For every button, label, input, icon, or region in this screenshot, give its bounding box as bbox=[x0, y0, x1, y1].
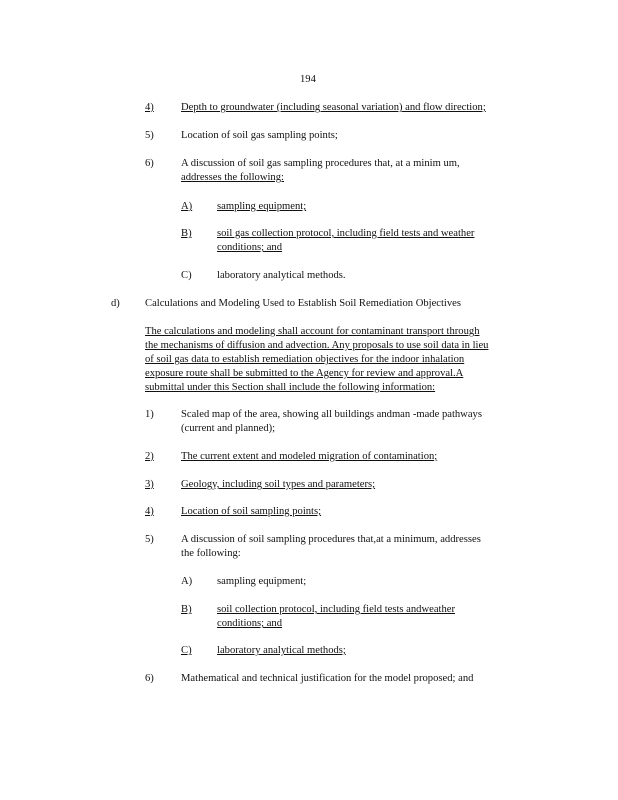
list-item-marker: 1) bbox=[145, 409, 154, 420]
sublist-item-marker: A) bbox=[181, 576, 193, 587]
list-item-marker: 5) bbox=[145, 130, 154, 141]
list-item-marker: 2) bbox=[145, 451, 154, 462]
sublist-item-text: conditions; and bbox=[217, 242, 283, 253]
sublist-item-marker: B) bbox=[181, 228, 192, 239]
sublist-item-text: sampling equipment; bbox=[217, 576, 307, 587]
list-item-marker: 3) bbox=[145, 479, 154, 490]
list-item-marker: 4) bbox=[145, 506, 154, 517]
list-item-text: addresses the following: bbox=[181, 172, 284, 183]
paragraph-line: the mechanisms of diffusion and advection. Any proposals to use soil data in lieu bbox=[145, 340, 489, 351]
paragraph-line: exposure route shall be submitted to the Agency for review and approval.A bbox=[145, 368, 464, 379]
list-item-marker: 6) bbox=[145, 673, 154, 684]
list-item-text: Location of soil gas sampling points; bbox=[181, 130, 338, 141]
list-item-text: Mathematical and technical justification for the model proposed; and bbox=[181, 673, 474, 684]
sublist-item-text: soil gas collection protocol, including field tests and weather bbox=[217, 228, 475, 239]
list-item-text: (current and planned); bbox=[181, 423, 276, 434]
list-item-text: the following: bbox=[181, 548, 241, 559]
sublist-item-text: soil collection protocol, including field tests andweather bbox=[217, 604, 456, 615]
section-heading: Calculations and Modeling Used to Establish Soil Remediation Objectives bbox=[145, 298, 462, 309]
section-marker: d) bbox=[111, 298, 120, 309]
list-item-text: The current extent and modeled migration of contamination; bbox=[181, 451, 438, 462]
paragraph-line: submittal under this Section shall include the following information: bbox=[145, 382, 436, 393]
page-number: 194 bbox=[300, 74, 316, 85]
list-item-marker: 5) bbox=[145, 534, 154, 545]
paragraph-line: The calculations and modeling shall account for contaminant transport through bbox=[145, 326, 480, 337]
list-item-text: Scaled map of the area, showing all buildings andman -made pathways bbox=[181, 409, 482, 420]
list-item-text: Location of soil sampling points; bbox=[181, 506, 322, 517]
list-item-text: A discussion of soil gas sampling procedures that, at a minim um, bbox=[181, 158, 460, 169]
sublist-item-text: laboratory analytical methods. bbox=[217, 270, 346, 281]
sublist-item-marker: A) bbox=[181, 201, 193, 212]
sublist-item-marker: B) bbox=[181, 604, 192, 615]
list-item-text: A discussion of soil sampling procedures that,at a minimum, addresses bbox=[181, 534, 481, 545]
sublist-item-text: sampling equipment; bbox=[217, 201, 307, 212]
sublist-item-text: laboratory analytical methods; bbox=[217, 645, 346, 656]
paragraph-line: of soil gas data to establish remediation objectives for the indoor inhalation bbox=[145, 354, 465, 365]
list-item-marker: 6) bbox=[145, 158, 154, 169]
sublist-item-text: conditions; and bbox=[217, 618, 283, 629]
list-item-marker: 4) bbox=[145, 102, 154, 113]
sublist-item-marker: C) bbox=[181, 270, 192, 281]
sublist-item-marker: C) bbox=[181, 645, 192, 656]
list-item-text: Geology, including soil types and parameters; bbox=[181, 479, 376, 490]
list-item-text: Depth to groundwater (including seasonal variation) and flow direction; bbox=[181, 102, 486, 113]
